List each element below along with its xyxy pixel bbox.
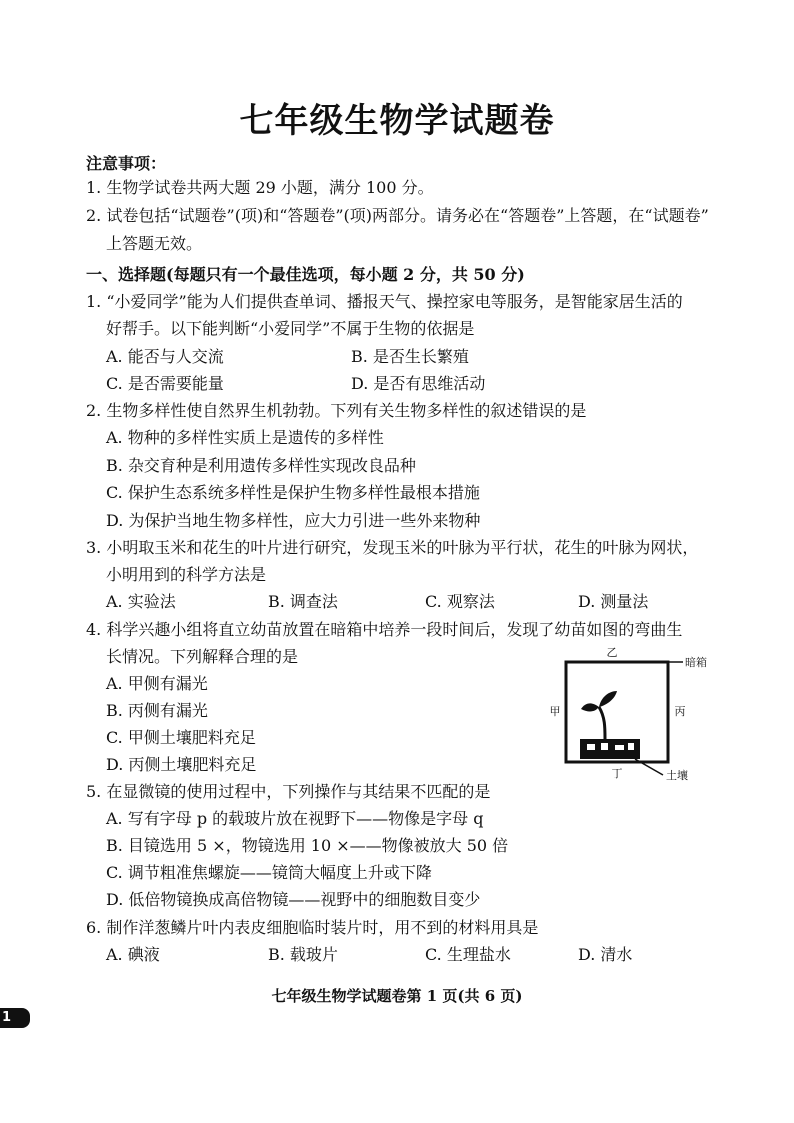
label-bottom: 丁 xyxy=(611,767,623,780)
section-heading: 一、选择题(每题只有一个最佳选项，每小题 2 分，共 50 分) xyxy=(86,265,525,284)
q4-stem-line-1: 4. 科学兴趣小组将直立幼苗放置在暗箱中培养一段时间后，发现了幼苗如图的弯曲生 xyxy=(86,620,683,639)
q3-stem-line-2: 小明用到的科学方法是 xyxy=(106,565,267,584)
q4-option-c: C. 甲侧土壤肥料充足 xyxy=(106,728,256,747)
q1-option-d: D. 是否有思维活动 xyxy=(351,374,486,393)
q3-stem-line-1: 3. 小明取玉米和花生的叶片进行研究，发现玉米的叶脉为平行状，花生的叶脉为网状， xyxy=(86,538,699,557)
label-box: 暗箱 xyxy=(685,656,707,669)
notice-heading: 注意事项： xyxy=(86,154,167,173)
q2-option-b: B. 杂交育种是利用遗传多样性实现改良品种 xyxy=(106,456,416,475)
q6-option-b: B. 载玻片 xyxy=(268,945,338,964)
q6-option-c: C. 生理盐水 xyxy=(425,945,511,964)
seedling-stem xyxy=(599,707,605,739)
label-right: 丙 xyxy=(674,705,686,718)
q4-option-a: A. 甲侧有漏光 xyxy=(106,674,208,693)
q1-stem-line-1: 1. “小爱同学”能为人们提供查单词、播报天气、操控家电等服务，是智能家居生活的 xyxy=(86,292,683,311)
q3-option-b: B. 调查法 xyxy=(268,592,338,611)
notice-item-1: 1. 生物学试卷共两大题 29 小题，满分 100 分。 xyxy=(86,178,434,197)
q2-option-a: A. 物种的多样性实质上是遗传的多样性 xyxy=(106,428,384,447)
q5-option-b: B. 目镜选用 5 ×，物镜选用 10 ×——物像被放大 50 倍 xyxy=(106,836,509,855)
q4-option-b: B. 丙侧有漏光 xyxy=(106,701,208,720)
q6-option-d: D. 清水 xyxy=(578,945,633,964)
q1-option-a: A. 能否与人交流 xyxy=(106,347,224,366)
q5-stem: 5. 在显微镜的使用过程中，下列操作与其结果不匹配的是 xyxy=(86,782,491,801)
q5-option-d: D. 低倍物镜换成高倍物镜——视野中的细胞数目变少 xyxy=(106,890,481,909)
q3-option-c: C. 观察法 xyxy=(425,592,495,611)
seedling-darkbox-diagram xyxy=(535,643,735,788)
seedling-leaf-right xyxy=(599,691,617,707)
notice-item-2: 2. 试卷包括“试题卷”(项)和“答题卷”(项)两部分。请务必在“答题卷”上答题，在“试题卷” xyxy=(86,206,709,225)
q2-option-d: D. 为保护当地生物多样性，应大力引进一些外来物种 xyxy=(106,511,481,530)
page-footer: 七年级生物学试题卷第 1 页(共 6 页) xyxy=(271,987,523,1005)
q3-option-d: D. 测量法 xyxy=(578,592,649,611)
q1-option-b: B. 是否生长繁殖 xyxy=(351,347,469,366)
notice-item-2-cont: 上答题无效。 xyxy=(106,234,203,253)
label-soil: 土壤 xyxy=(666,769,688,782)
q6-option-a: A. 碘液 xyxy=(106,945,160,964)
q6-stem: 6. 制作洋葱鳞片叶内表皮细胞临时装片时，用不到的材料用具是 xyxy=(86,918,539,937)
label-top: 乙 xyxy=(606,646,618,659)
q5-option-c: C. 调节粗准焦螺旋——镜筒大幅度上升或下降 xyxy=(106,863,432,882)
q2-option-c: C. 保护生态系统多样性是保护生物多样性最根本措施 xyxy=(106,483,480,502)
q3-option-a: A. 实验法 xyxy=(106,592,176,611)
q2-stem: 2. 生物多样性使自然界生机勃勃。下列有关生物多样性的叙述错误的是 xyxy=(86,401,587,420)
q1-stem-line-2: 好帮手。以下能判断“小爱同学”不属于生物的依据是 xyxy=(106,319,475,338)
seedling-leaf-left xyxy=(581,703,599,711)
q5-option-a: A. 写有字母 p 的载玻片放在视野下——物像是字母 q xyxy=(106,809,484,828)
page-number-tab: 1 xyxy=(0,1008,30,1028)
q4-stem-line-2: 长情况。下列解释合理的是 xyxy=(106,647,299,666)
page-title: 七年级生物学试题卷 xyxy=(239,101,555,141)
q1-option-c: C. 是否需要能量 xyxy=(106,374,224,393)
label-left: 甲 xyxy=(549,705,561,718)
q4-option-d: D. 丙侧土壤肥料充足 xyxy=(106,755,257,774)
